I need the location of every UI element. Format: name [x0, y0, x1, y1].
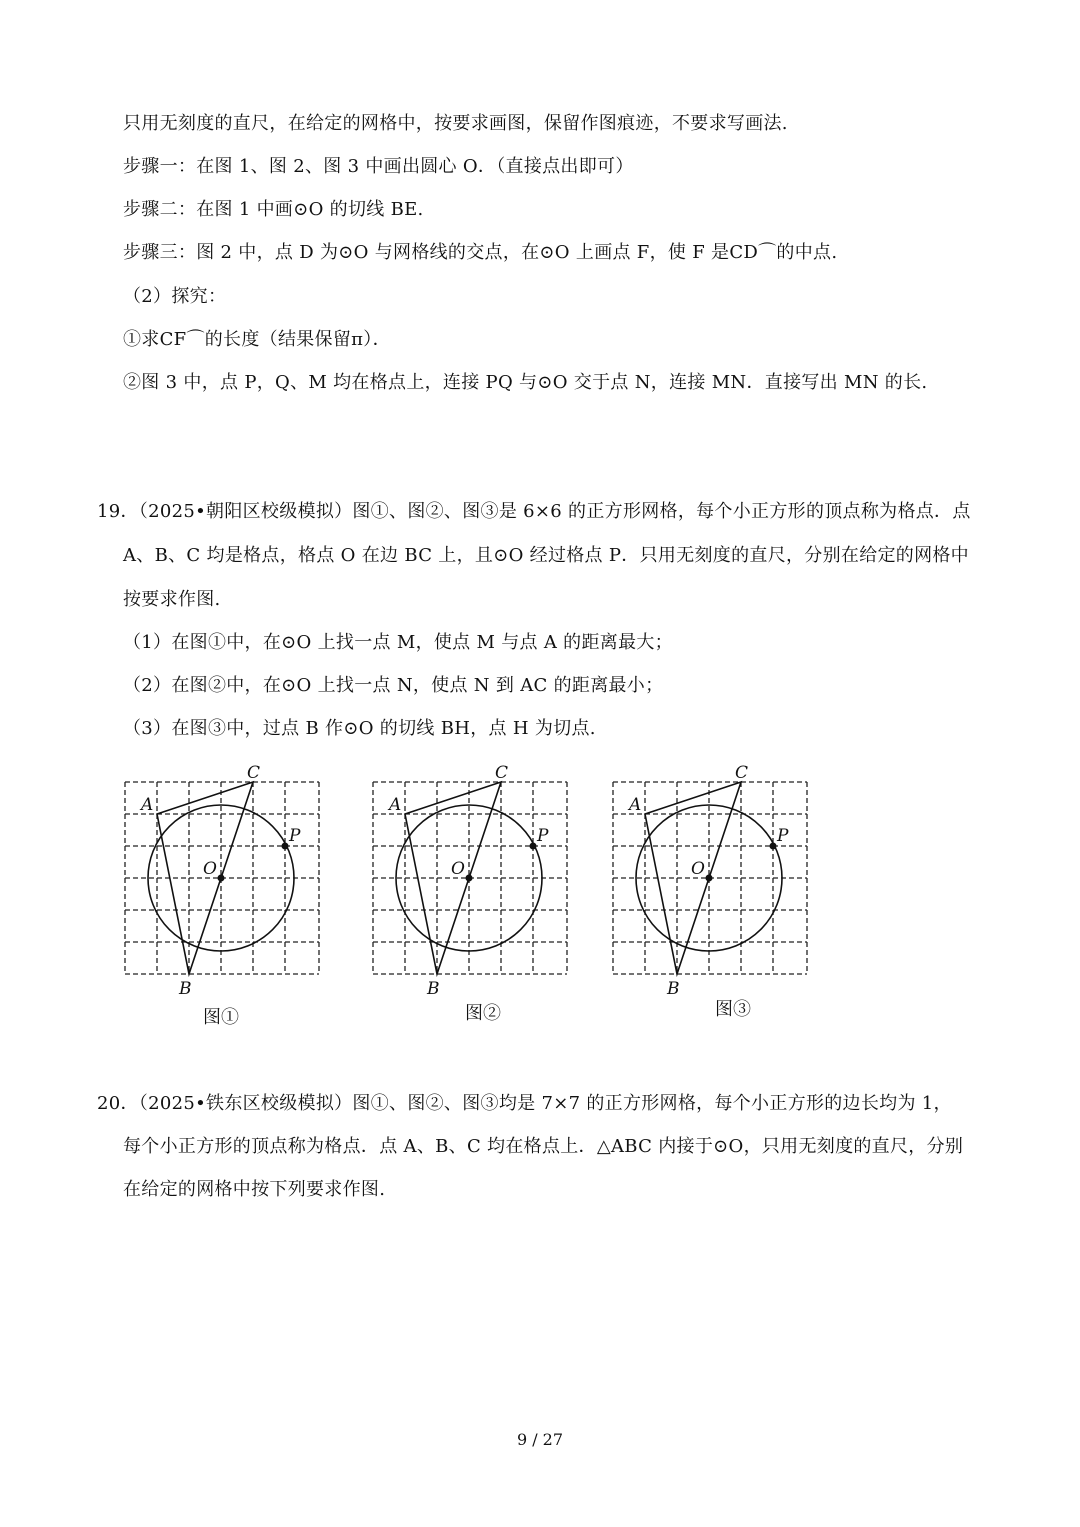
q20-line-3: 在给定的网格中按下列要求作图. — [123, 1179, 386, 1200]
q19-part-3: （3）在图③中，过点 B 作⊙O 的切线 BH，点 H 为切点. — [123, 718, 596, 739]
q19-part-1: （1）在图①中，在⊙O 上找一点 M，使点 M 与点 A 的距离最大； — [123, 632, 673, 653]
figure-2-diagram — [363, 760, 583, 1010]
label-a: A — [141, 795, 154, 815]
figure-1-diagram — [115, 760, 335, 1010]
point-o — [706, 875, 713, 882]
explore-heading: （2）探究： — [123, 286, 227, 307]
q19-line-1: 19．（2025•朝阳区校级模拟）图①、图②、图③是 6×6 的正方形网格，每个小正方形的顶点称为格点．点 — [97, 501, 971, 522]
q20-line-2: 每个小正方形的顶点称为格点．点 A、B、C 均在格点上．△ABC 内接于⊙O，只用无刻度的直尺，分别 — [123, 1136, 964, 1157]
label-o: O — [203, 859, 217, 879]
q19-line-3: 按要求作图. — [123, 589, 221, 610]
figure-2 — [363, 760, 583, 1030]
instruction-line-1: 只用无刻度的直尺，在给定的网格中，按要求画图，保留作图痕迹，不要求写画法. — [123, 113, 788, 134]
point-p — [282, 843, 289, 850]
step-two-line: 步骤二：在图 1 中画⊙O 的切线 BE. — [123, 199, 424, 220]
step-one-line: 步骤一：在图 1、图 2、图 3 中画出圆心 O．（直接点出即可） — [123, 156, 634, 177]
figure-3 — [603, 760, 823, 1030]
explore-item-2: ②图 3 中，点 P，Q、M 均在格点上，连接 PQ 与⊙O 交于点 N，连接 MN．直接写出 MN 的长. — [123, 372, 928, 393]
step-three-line: 步骤三：图 2 中，点 D 为⊙O 与网格线的交点，在⊙O 上画点 F，使 F 是CD⌒的中点. — [123, 242, 838, 263]
explore-item-1: ①求CF⌒的长度（结果保留π）． — [123, 329, 391, 350]
label-b: B — [667, 979, 680, 999]
label-p: P — [777, 826, 789, 846]
figure-1-caption: 图① — [203, 1007, 239, 1028]
q19-part-2: （2）在图②中，在⊙O 上找一点 N，使点 N 到 AC 的距离最小； — [123, 675, 664, 696]
point-o — [466, 875, 473, 882]
label-c: C — [495, 763, 509, 783]
figure-3-diagram — [603, 760, 823, 1010]
page-number: 9 / 27 — [516, 1430, 564, 1449]
figure-3-caption: 图③ — [715, 999, 751, 1020]
point-p — [530, 843, 537, 850]
label-c: C — [247, 763, 261, 783]
label-p: P — [289, 826, 301, 846]
label-o: O — [451, 859, 465, 879]
figure-2-caption: 图② — [465, 1003, 501, 1024]
label-a: A — [629, 795, 642, 815]
label-a: A — [389, 795, 402, 815]
label-p: P — [537, 826, 549, 846]
label-b: B — [179, 979, 192, 999]
label-o: O — [691, 859, 705, 879]
q20-line-1: 20．（2025•铁东区校级模拟）图①、图②、图③均是 7×7 的正方形网格，每个小正方形的边长均为 1， — [97, 1093, 952, 1114]
label-b: B — [427, 979, 440, 999]
q19-line-2: A、B、C 均是格点，格点 O 在边 BC 上，且⊙O 经过格点 P．只用无刻度的直尺，分别在给定的网格中 — [123, 545, 969, 566]
point-p — [770, 843, 777, 850]
figure-1 — [115, 760, 335, 1030]
point-o — [218, 875, 225, 882]
label-c: C — [735, 763, 749, 783]
